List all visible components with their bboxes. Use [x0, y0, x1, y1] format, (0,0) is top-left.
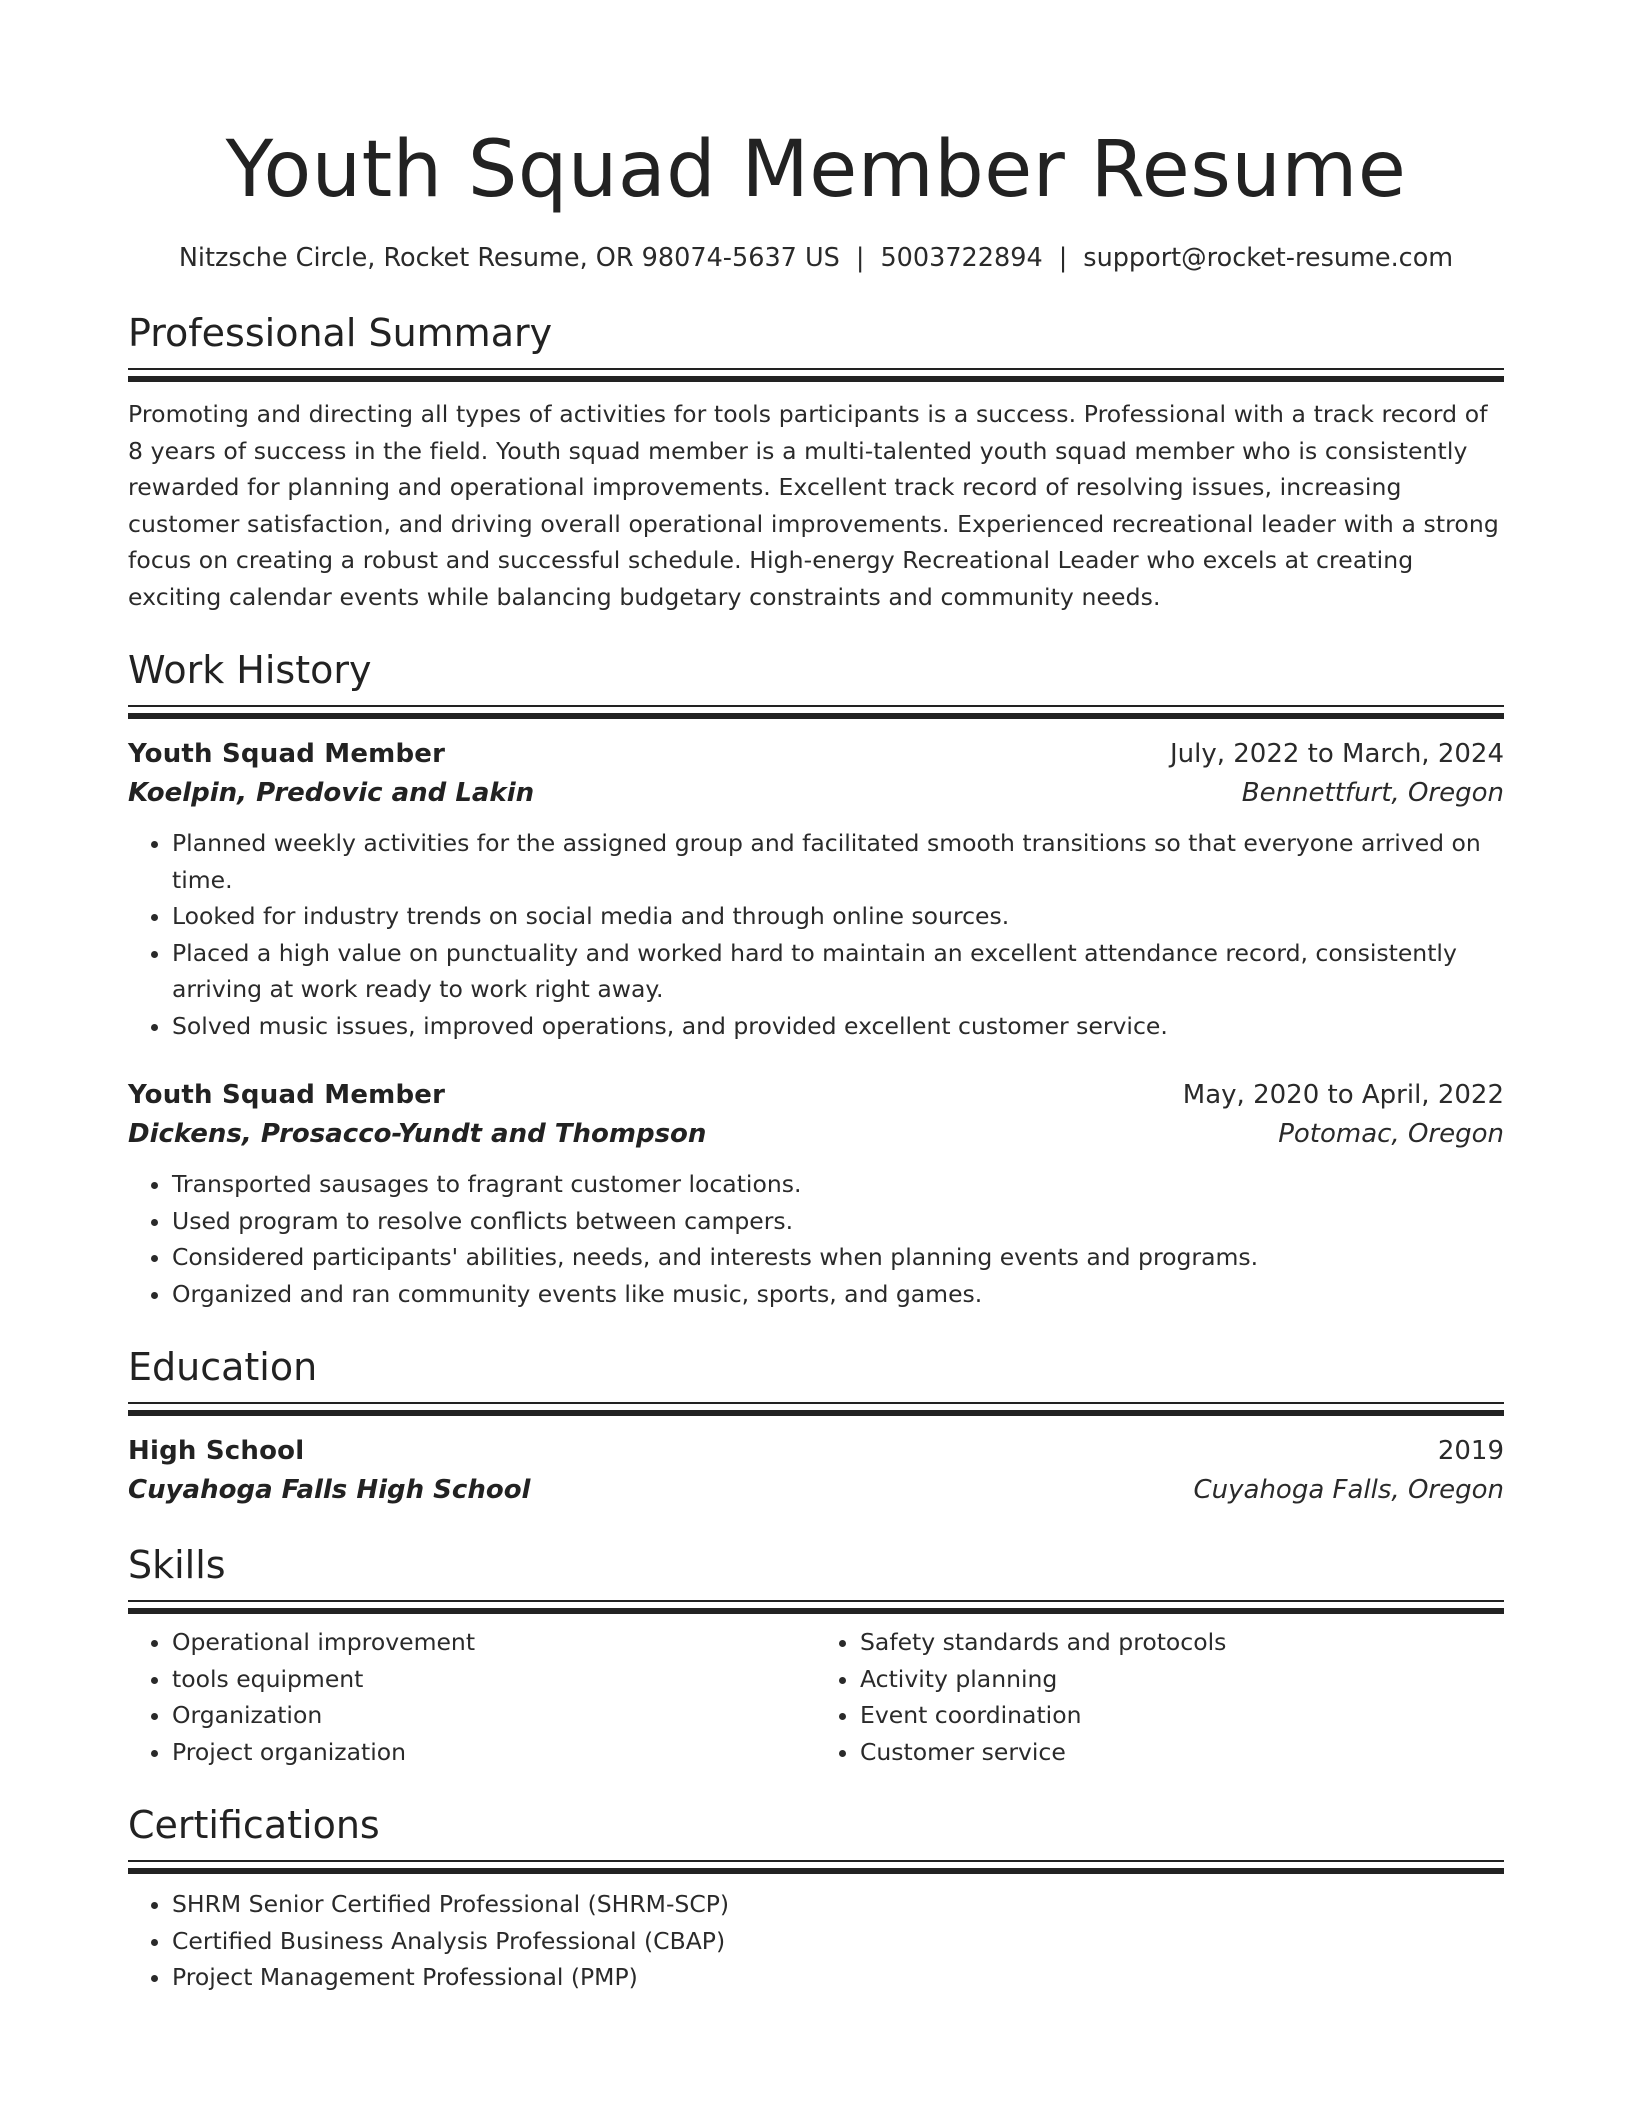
- list-item: • Placed a high value on punctuality and worked hard to maintain an excellent attendance record, consistently arriving at work ready to work right away.: [172, 935, 1504, 1008]
- skill-item: • Operational improvement: [172, 1624, 816, 1661]
- company-name: Dickens, Prosacco-Yundt and Thompson: [128, 1119, 707, 1149]
- school-location: Cuyahoga Falls, Oregon: [1193, 1475, 1504, 1505]
- address: Nitzsche Circle, Rocket Resume, OR 98074-5637 US: [178, 243, 840, 273]
- list-item: • Transported sausages to fragrant customer locations.: [172, 1166, 1504, 1203]
- skill-item: • Project organization: [172, 1734, 816, 1771]
- job-bullets: [128, 825, 1504, 1044]
- certification-item: • Certified Business Analysis Professional (CBAP): [172, 1923, 1504, 1960]
- skill-item: • Safety standards and protocols: [860, 1624, 1504, 1661]
- job-location: Bennettfurt, Oregon: [1241, 778, 1504, 808]
- education-section: [128, 1342, 1504, 1510]
- contact-separator: |: [1058, 243, 1068, 273]
- section-title-skills: Skills: [128, 1543, 226, 1587]
- education-entry: [128, 1432, 1504, 1510]
- section-divider: [128, 713, 1504, 719]
- list-item: • Solved music issues, improved operations, and provided excellent customer service.: [172, 1008, 1504, 1045]
- job-dates: July, 2022 to March, 2024: [1169, 739, 1504, 769]
- skills-column-right: [816, 1624, 1504, 1770]
- list-item: • Planned weekly activities for the assigned group and facilitated smooth transitions so that everyone arrived on time.: [172, 825, 1504, 898]
- company-name: Koelpin, Predovic and Lakin: [128, 778, 535, 808]
- section-title-education: Education: [128, 1345, 318, 1389]
- section-title-summary: Professional Summary: [128, 311, 553, 355]
- section-title-work-history: Work History: [128, 648, 372, 692]
- list-item: • Used program to resolve conflicts between campers.: [172, 1203, 1504, 1240]
- skill-item: • Event coordination: [860, 1697, 1504, 1734]
- contact-separator: |: [855, 243, 865, 273]
- skills-section: [128, 1540, 1504, 1770]
- job-entry: [128, 1076, 1504, 1312]
- section-divider: [128, 376, 1504, 382]
- job-dates: May, 2020 to April, 2022: [1182, 1080, 1504, 1110]
- job-title: Youth Squad Member: [128, 739, 446, 769]
- certification-item: • Project Management Professional (PMP): [172, 1959, 1504, 1996]
- section-divider: [128, 1410, 1504, 1416]
- summary-section: [128, 308, 1504, 615]
- section-divider: [128, 1608, 1504, 1614]
- skill-item: • Activity planning: [860, 1661, 1504, 1698]
- certifications-list: [128, 1886, 1504, 1996]
- job-bullets: [128, 1166, 1504, 1312]
- summary-text: Promoting and directing all types of activities for tools participants is a success. Professional with a track record of 8 years of success in the field. Youth squad member is a multi-talented youth squad member who is consistently rewarded for planning and operational improvements. Excellent track record of resolving issues, increasing customer satisfaction, and driving overall operational improvements. Experienced recreational leader with a strong focus on creating a robust and successful schedule. High-energy Recreational Leader who excels at creating exciting calendar events while balancing budgetary constraints and community needs.: [128, 400, 1499, 611]
- degree: High School: [128, 1436, 305, 1466]
- job-location: Potomac, Oregon: [1278, 1119, 1504, 1149]
- skills-column-left: [128, 1624, 816, 1770]
- certification-item: • SHRM Senior Certified Professional (SHRM-SCP): [172, 1886, 1504, 1923]
- work-history-section: [128, 645, 1504, 1312]
- job-entry: [128, 735, 1504, 1044]
- list-item: • Organized and ran community events like music, sports, and games.: [172, 1276, 1504, 1313]
- skill-item: • tools equipment: [172, 1661, 816, 1698]
- resume-title: Youth Squad Member Resume: [225, 125, 1407, 215]
- skill-item: • Organization: [172, 1697, 816, 1734]
- phone: 5003722894: [880, 243, 1043, 273]
- section-divider: [128, 1868, 1504, 1874]
- certifications-section: [128, 1800, 1504, 1996]
- contact-line: [128, 238, 1504, 278]
- list-item: • Considered participants' abilities, needs, and interests when planning events and programs.: [172, 1239, 1504, 1276]
- list-item: • Looked for industry trends on social media and through online sources.: [172, 898, 1504, 935]
- skills-grid: [128, 1624, 1504, 1770]
- graduation-year: 2019: [1437, 1436, 1504, 1466]
- skill-item: • Customer service: [860, 1734, 1504, 1771]
- section-title-certifications: Certifications: [128, 1803, 380, 1847]
- job-title: Youth Squad Member: [128, 1080, 446, 1110]
- school-name: Cuyahoga Falls High School: [128, 1475, 531, 1505]
- email: support@rocket-resume.com: [1083, 243, 1454, 273]
